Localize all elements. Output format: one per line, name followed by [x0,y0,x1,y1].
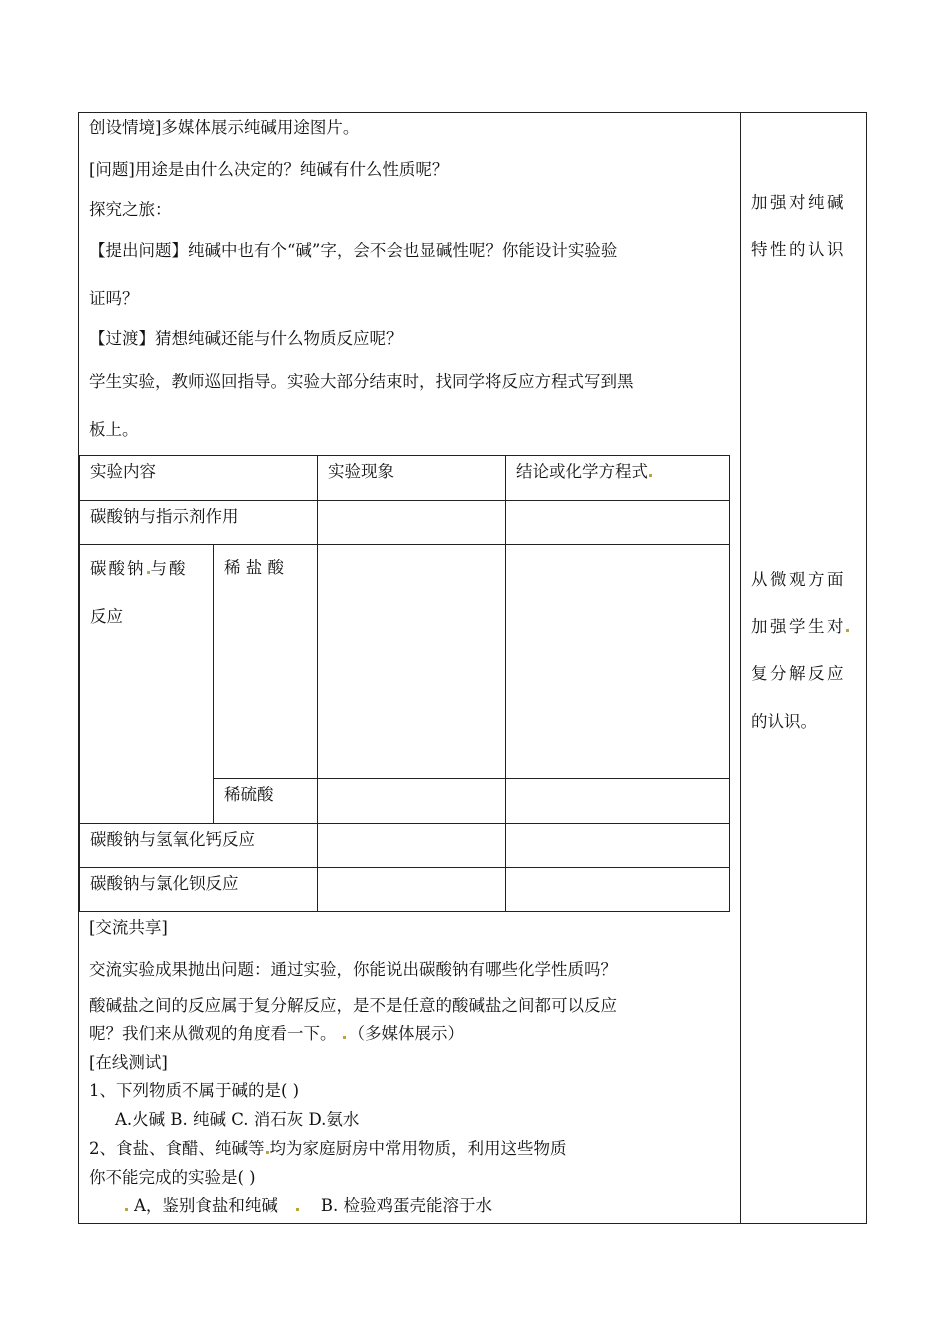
intro-scenario: 创设情境]多媒体展示纯碱用途图片。 [89,118,360,137]
empty-cell [318,779,506,824]
intro-raise-question-cont: 证吗？ [89,289,139,308]
intro-raise-question: 【提出问题】纯碱中也有个“碱”字，会不会也显碱性呢？你能设计实验验 [89,241,618,260]
header-content: 实验内容 [90,462,156,481]
intro-student-experiment: 学生实验，教师巡回指导。实验大部分结束时，找同学将反应方程式写到黑 [89,372,634,391]
intro-question: [问题]用途是由什么决定的？纯碱有什么性质呢？ [89,160,449,179]
empty-cell [506,545,730,779]
empty-cell [506,779,730,824]
mark-dot [649,474,652,477]
note-2-line-3: 复分解反应 [751,664,846,683]
note-1-line-1: 加强对纯碱 [751,193,846,212]
row-indicator: 碳酸钠与指示剂作用 [90,507,239,526]
column-divider [740,112,741,1224]
table-row [80,545,730,779]
question-1: 1、下列物质不属于碱的是( ) [89,1081,300,1100]
mark-dot [147,571,150,574]
table-row [80,501,730,545]
note-2-line-2: 加强学生对 [751,617,850,637]
note-1-line-2: 特性的认识 [751,240,846,259]
intro-transition: 【过渡】猜想纯碱还能与什么物质反应呢？ [89,329,403,348]
header-conclusion: 结论或化学方程式 [506,456,729,488]
question-1-options: A.火碱 B. 纯碱 C. 消石灰 D.氨水 [115,1110,360,1129]
question-2-options: A，鉴别食盐和纯碱 B. 检验鸡蛋壳能溶于水 [124,1196,492,1216]
test-heading: [在线测试] [89,1053,168,1072]
empty-cell [318,868,506,912]
empty-cell [506,501,730,545]
empty-cell [506,868,730,912]
row-h2so4: 稀硫酸 [224,785,274,804]
intro-explore: 探究之旅： [89,200,172,219]
row-hcl: 稀 盐 酸 [224,558,284,577]
mark-dot [846,629,849,632]
empty-cell [318,501,506,545]
empty-cell [318,545,506,779]
note-2-line-1: 从微观方面 [751,570,846,589]
mark-dot [125,1208,128,1211]
share-question: 交流实验成果抛出问题：通过实验，你能说出碳酸钠有哪些化学性质吗？ [89,960,617,979]
share-heading: [交流共享] [89,918,168,937]
question-2-cont: 你不能完成的实验是( ) [89,1168,256,1187]
intro-student-experiment-cont: 板上。 [89,420,139,439]
table-row [80,868,730,912]
share-text-cont: 呢？我们来从微观的角度看一下。 （多媒体展示） [89,1024,464,1043]
table-header-row [80,456,730,501]
row-bacl: 碳酸钠与氯化钡反应 [90,874,239,893]
mark-dot [296,1208,299,1211]
table-row [80,824,730,868]
empty-cell [506,824,730,868]
row-caoh: 碳酸钠与氢氧化钙反应 [90,830,255,849]
question-2: 2、食盐、食醋、纯碱等 均为家庭厨房中常用物质，利用这些物质 [89,1139,567,1158]
experiment-table [79,455,730,912]
empty-cell [318,824,506,868]
mark-dot [266,1151,269,1154]
mark-dot [343,1036,346,1039]
note-2-line-4: 的认识。 [751,712,817,731]
row-acid-reaction: 碳酸钠 与酸 反应 [90,559,188,626]
header-phenomenon: 实验现象 [328,462,394,481]
share-text: 酸碱盐之间的反应属于复分解反应，是不是任意的酸碱盐之间都可以反应 [89,996,617,1015]
